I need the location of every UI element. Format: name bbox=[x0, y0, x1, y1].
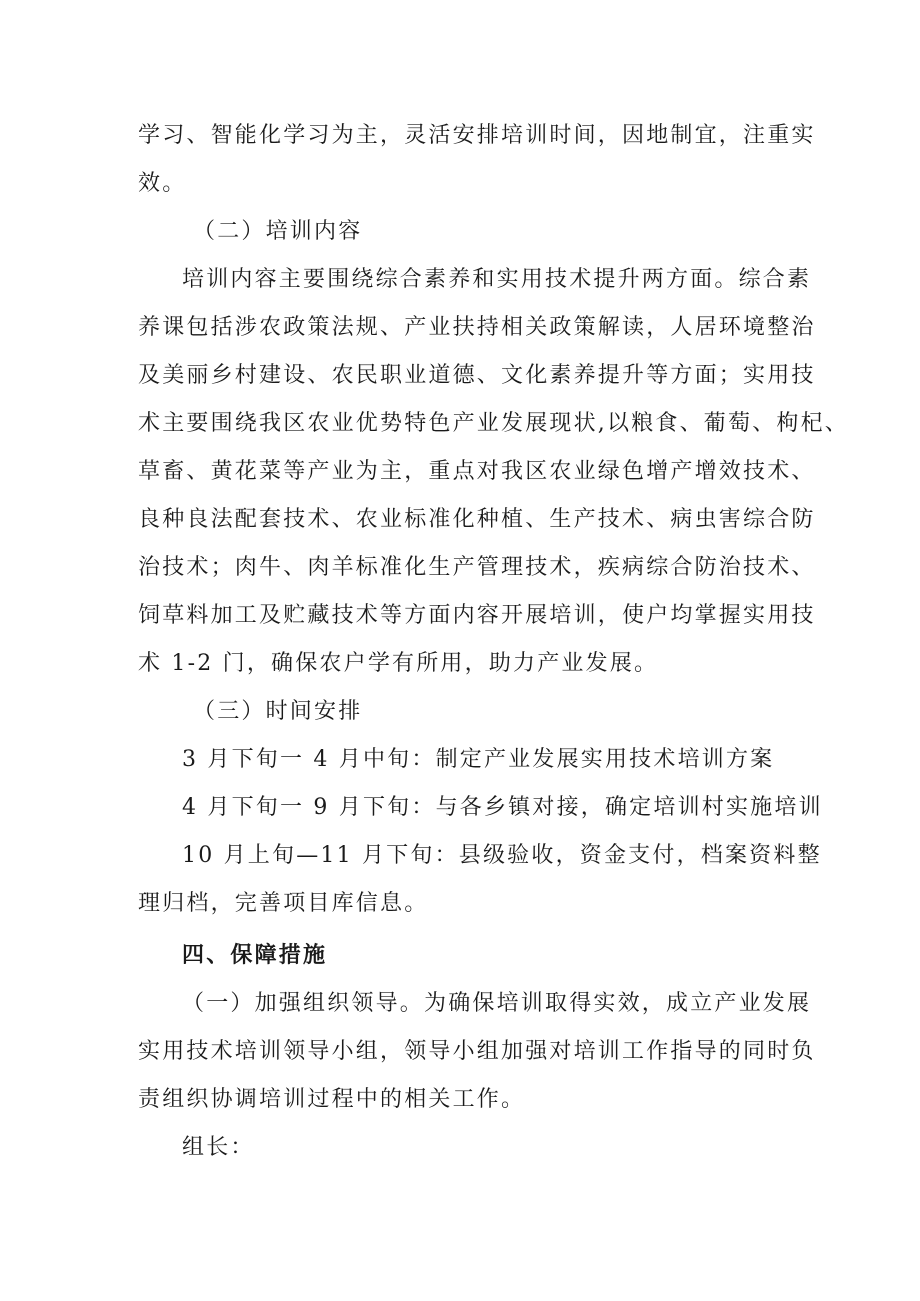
paragraph-line: 培训内容主要围绕综合素养和实用技术提升两方面。综合素 bbox=[182, 267, 812, 292]
paragraph-line: 及美丽乡村建设、农民职业道德、文化素养提升等方面；实用技 bbox=[138, 363, 816, 388]
paragraph-line: 3 月下旬一 4 月中旬：制定产业发展实用技术培训方案 bbox=[182, 747, 775, 772]
paragraph-line: 效。 bbox=[138, 171, 187, 196]
paragraph-line: （一）加强组织领导。为确保培训取得实效，成立产业发展 bbox=[182, 991, 812, 1016]
paragraph-line: 良种良法配套技术、农业标准化种植、生产技术、病虫害综合防 bbox=[138, 507, 816, 532]
paragraph-line: 组长： bbox=[182, 1135, 255, 1160]
document-body bbox=[138, 112, 849, 1172]
paragraph-line: 4 月下旬一 9 月下旬：与各乡镇对接，确定培训村实施培训 bbox=[182, 795, 823, 820]
paragraph-line: 治技术；肉牛、肉羊标准化生产管理技术，疾病综合防治技术、 bbox=[138, 555, 816, 580]
paragraph-line: 理归档，完善项目库信息。 bbox=[138, 891, 429, 916]
paragraph-line: 饲草料加工及贮藏技术等方面内容开展培训，使户均掌握实用技 bbox=[138, 603, 816, 628]
paragraph-line: 学习、智能化学习为主，灵活安排培训时间，因地制宜，注重实 bbox=[138, 123, 816, 148]
section-heading: 四、保障措施 bbox=[182, 943, 328, 968]
paragraph-line: 术主要围绕我区农业优势特色产业发展现状,以粮食、葡萄、枸杞、 bbox=[138, 411, 849, 436]
paragraph-line: 养课包括涉农政策法规、产业扶持相关政策解读，人居环境整治 bbox=[138, 315, 816, 340]
paragraph-line: 实用技术培训领导小组，领导小组加强对培训工作指导的同时负 bbox=[138, 1039, 816, 1064]
paragraph-line: 10 月上旬—11 月下旬：县级验收，资金支付，档案资料整 bbox=[182, 843, 822, 868]
paragraph-line: 术 1-2 门，确保农户学有所用，助力产业发展。 bbox=[138, 651, 659, 676]
paragraph-line: （二）培训内容 bbox=[193, 219, 363, 244]
paragraph-line: 草畜、黄花菜等产业为主，重点对我区农业绿色增产增效技术、 bbox=[138, 459, 816, 484]
paragraph-line: （三）时间安排 bbox=[193, 699, 363, 724]
paragraph-line: 责组织协调培训过程中的相关工作。 bbox=[138, 1087, 526, 1112]
